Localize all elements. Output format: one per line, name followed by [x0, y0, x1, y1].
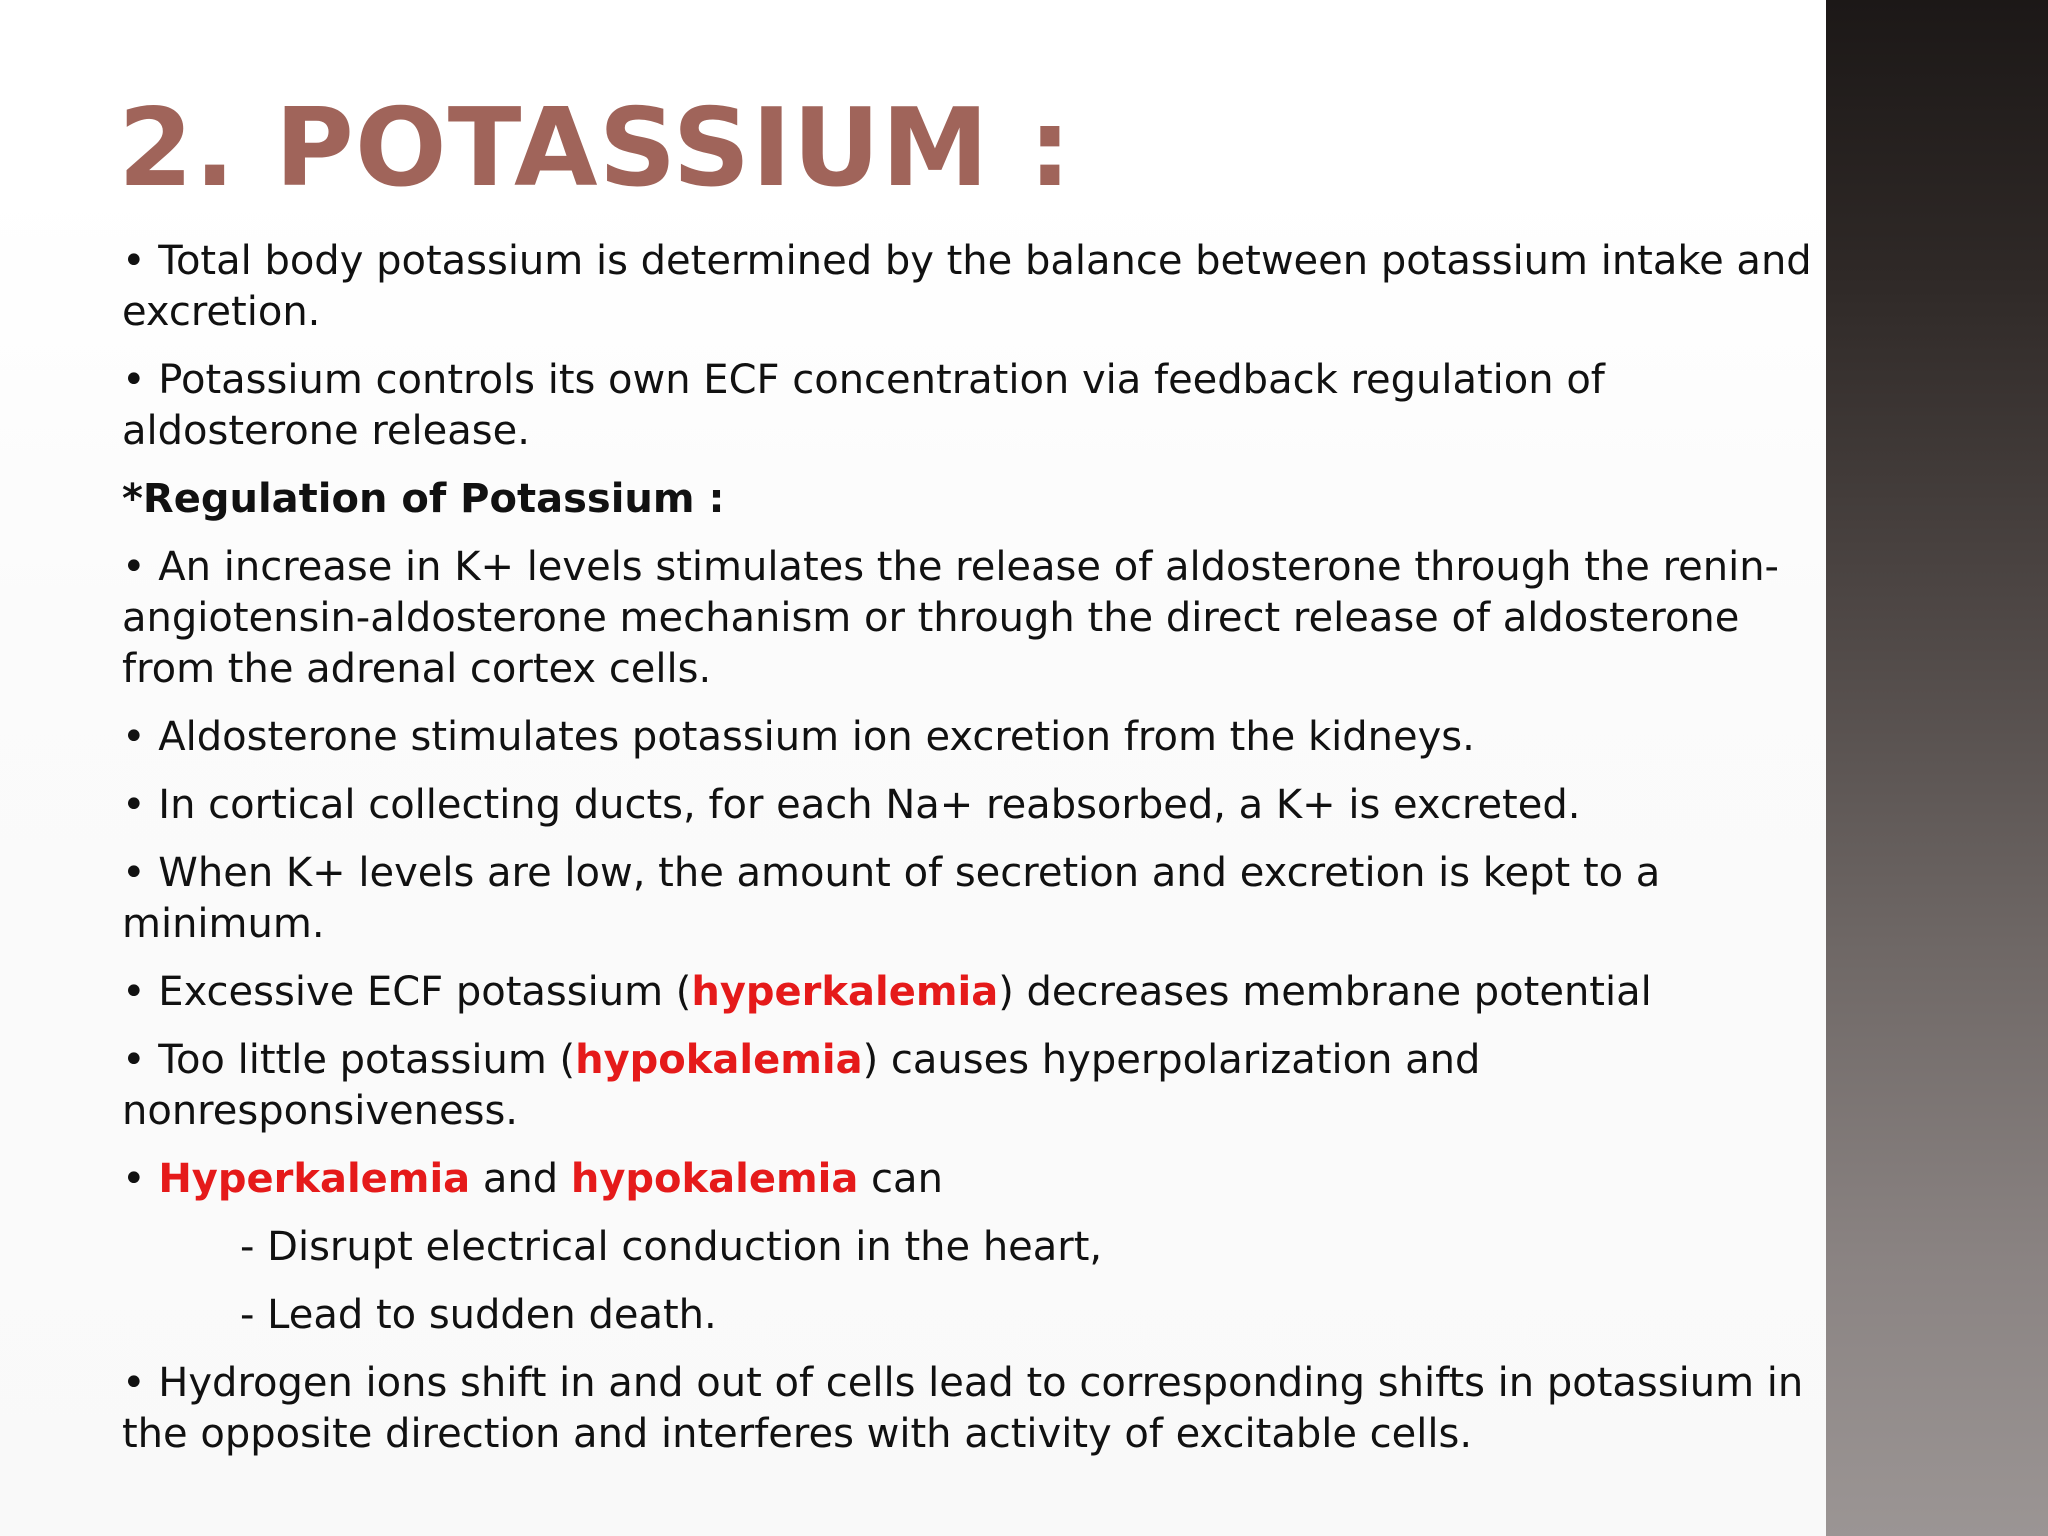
- bullet-hyper-and-hypo: [122, 1154, 1812, 1205]
- highlight-hypokalemia: hypokalemia: [575, 1037, 863, 1083]
- bullet-ecf-concentration: • Potassium controls its own ECF concentration via feedback regulation of aldosterone release.: [122, 357, 1605, 454]
- highlight-hyperkalemia: hyperkalemia: [691, 969, 999, 1015]
- sub-item-disrupt-conduction: - Disrupt electrical conduction in the heart,: [240, 1224, 1103, 1270]
- slide-title: 2. POTASSIUM :: [118, 86, 1073, 211]
- conjunction-text: and: [470, 1156, 571, 1202]
- bullet-total-body-potassium: • Total body potassium is determined by the balance between potassium intake and excretion.: [122, 238, 1812, 335]
- bullet-hyperkalemia-text-before: • Excessive ECF potassium (: [122, 969, 692, 1015]
- bullet-collecting-ducts: • In cortical collecting ducts, for each Na+ reabsorbed, a K+ is excreted.: [122, 782, 1581, 828]
- bullet-hydrogen-ions: • Hydrogen ions shift in and out of cells lead to corresponding shifts in potassium in the opposite direction and interferes with activity of excitable cells.: [122, 1360, 1804, 1457]
- bullet-hypokalemia-text-after: ) causes hyperpolarization and nonresponsiveness.: [122, 1037, 1481, 1134]
- decorative-side-panel: [1826, 0, 2048, 1536]
- sub-item-sudden-death: - Lead to sudden death.: [240, 1292, 717, 1338]
- slide-body: [122, 236, 1812, 1477]
- bullet-hyperkalemia-text-after: ) decreases membrane potential: [998, 969, 1652, 1015]
- highlight-hyperkalemia-capitalized: Hyperkalemia: [158, 1156, 471, 1202]
- bullet-hyperkalemia: [122, 967, 1812, 1018]
- bullet-can-text: can: [858, 1156, 943, 1202]
- bullet-hypokalemia-text-before: • Too little potassium (: [122, 1037, 576, 1083]
- bullet-hypokalemia: [122, 1035, 1812, 1137]
- section-heading-regulation: *Regulation of Potassium :: [122, 476, 725, 522]
- bullet-aldosterone-release: • An increase in K+ levels stimulates the release of aldosterone through the renin-angiotensin-aldosterone mechanism or through the direct release of aldosterone from the adrenal cortex cells.: [122, 544, 1779, 692]
- bullet-low-k-levels: • When K+ levels are low, the amount of secretion and excretion is kept to a minimum.: [122, 850, 1661, 947]
- bullet-marker: •: [122, 1156, 159, 1202]
- bullet-aldosterone-excretion: • Aldosterone stimulates potassium ion excretion from the kidneys.: [122, 714, 1475, 760]
- highlight-hypokalemia-second: hypokalemia: [570, 1156, 859, 1202]
